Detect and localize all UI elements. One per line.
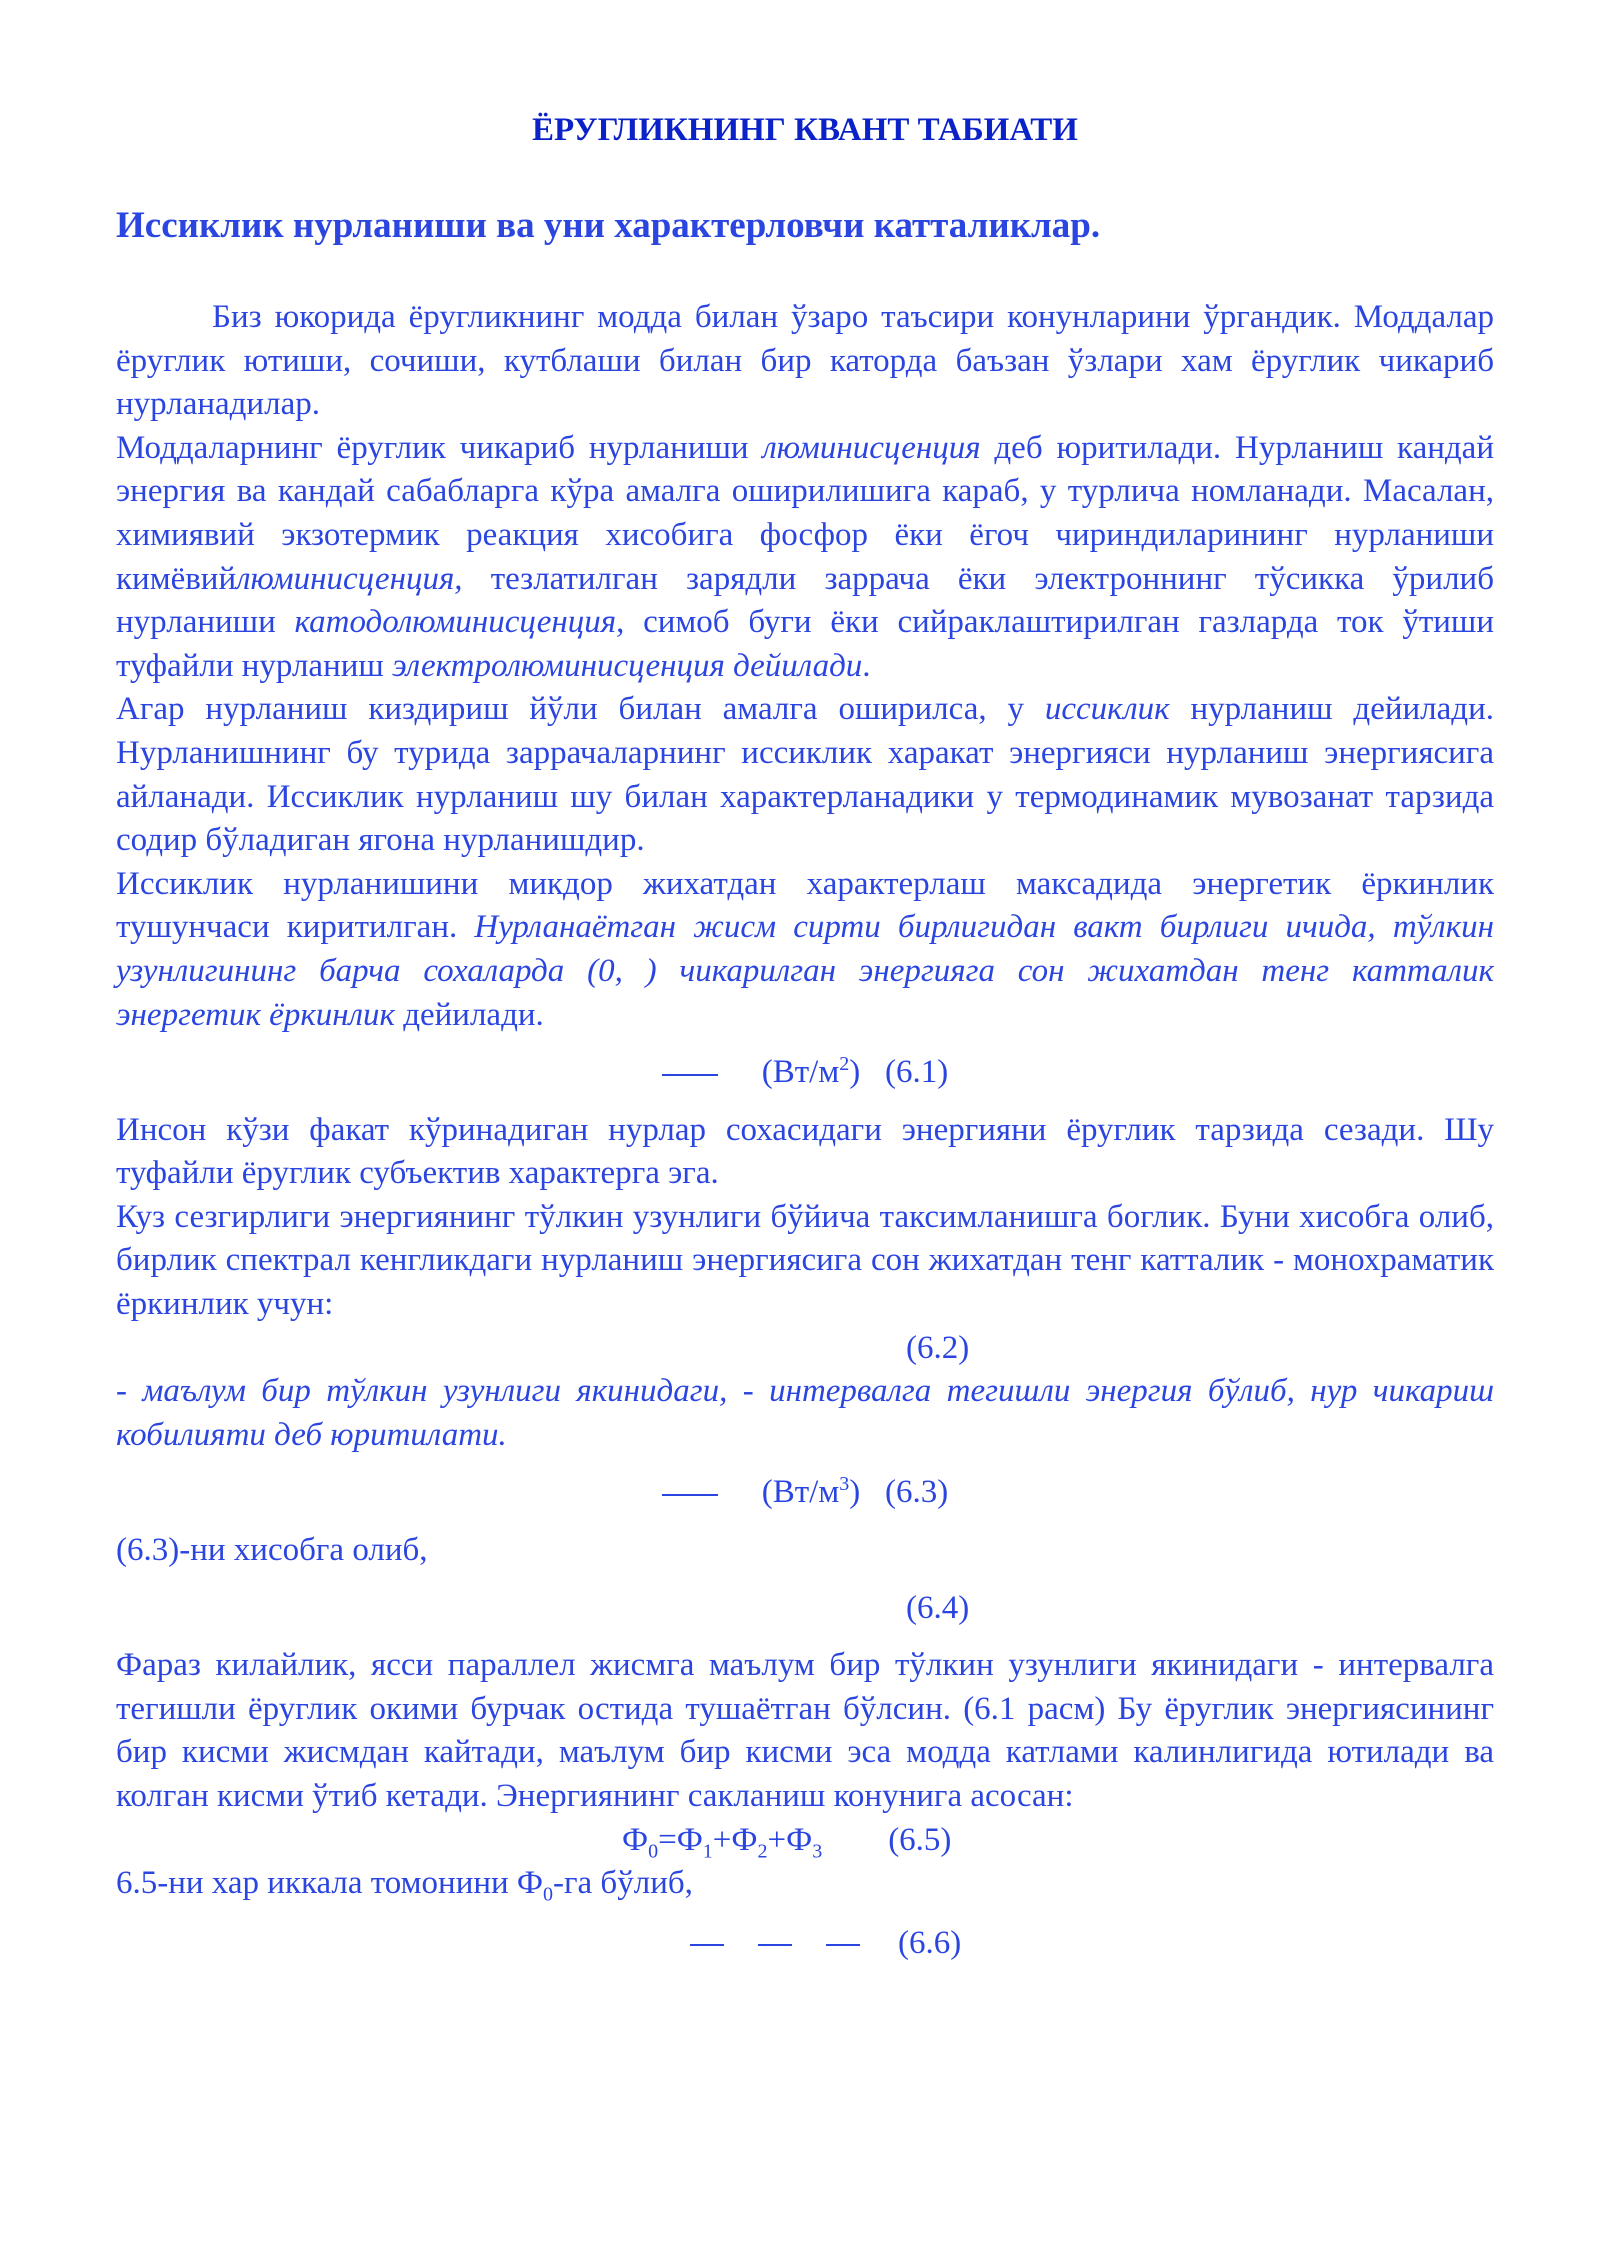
equation-number: (6.6) — [898, 1924, 962, 1961]
fraction-bar — [690, 1944, 724, 1946]
equation-6-6 — [116, 1922, 1494, 1966]
equation-6-5: $Ф_0=Ф_1+Ф_2+Ф_3$ (6.5) — [622, 1821, 952, 1863]
fraction-bar — [758, 1944, 792, 1946]
paragraph-assumption: Фараз килайлик, ясси параллел жисмга маълум бир тўлкин узунлиги якинидаги - интервалга тегишли ёруглик окими бурчак остида тушаётган бўлсин. (6.1 расм) Бу ёруглик энергиясининг бир кисми жисмдан кайтади, маълум бир кисми эса модда катлами калинлигида ютилади ва колган кисми ўтиб кетади. Энергиянинг сакланиш конунига асосан: — [116, 1647, 1494, 1814]
equation-number: (6.1) — [885, 1054, 949, 1091]
paragraph-luminescence: Моддаларнинг ёруглик чикариб нурланиши люминисценция деб юритилади. Нурланиш кандай энергия ва кандай сабабларга кўра амалга оширилишига караб, у турлича номланади. Масалан, химиявий экзотермик реакция хисобига фосфор ёки ёгоч чириндиларининг нурланиши кимёвийлюминисценция, тезлатилган зарядли заррача ёки электроннинг тўсикка ўрилиб нурланиши катодолюминисценция, симоб буги ёки сийраклаштирилган газларда ток ўтиши туфайли нурланиш электролюминисценция дейилади. — [116, 429, 1495, 684]
paragraph-considering: (6.3)-ни хисобга олиб, — [116, 1532, 428, 1569]
paragraph-definitions: - маълум бир тўлкин узунлиги якинидаги, - интервалга тегишли энергия бўлиб, нур чикариш кобилияти деб юритилати. — [116, 1373, 1494, 1453]
equation-6-1: $(Вт/м^2)$ (6.1) — [116, 1051, 1494, 1095]
fraction-bar — [826, 1944, 860, 1946]
paragraph-eye: Инсон кўзи факат кўринадиган нурлар сохасидаги энергияни ёруглик тарзида сезади. Шу туфайли ёруглик субъектив характерга эга. — [116, 1111, 1494, 1192]
paragraph-sensitivity: Куз сезгирлиги энергиянинг тўлкин узунлиги бўйича таксимланишга боглик. Буни хисобга олиб, бирлик спектрал кенгликдаги нурланиш энергиясига сон жихатдан тенг катталик - монохраматик ёркинлик учун: — [116, 1198, 1494, 1323]
equation-number: (6.3) — [885, 1474, 949, 1511]
paragraph-intro: Биз юкорида ёругликнинг модда билан ўзаро таъсири конунларини ўргандик. Моддалар ёруглик ютиши, сочиши, кутблаши билан бир каторда баъзан ўзлари хам ёруглик чикариб нурланадилар. — [116, 299, 1494, 423]
document-title: ЁРУГЛИКНИНГ КВАНТ ТАБИАТИ — [532, 112, 1078, 148]
equation-number: (6.4) — [906, 1589, 970, 1626]
paragraph-thermal: Агар нурланиш киздириш йўли билан амалга оширилса, у иссиклик нурланиш дейилади. Нурланишнинг бу турида заррачаларнинг иссиклик харакат энергияси нурланиш энергиясига айланади. Иссиклик нурланиш шу билан характерланадики у термодинамик мувозанат тарзида содир бўладиган ягона нурланишдир. — [116, 691, 1494, 859]
equation-6-2 — [116, 1327, 1494, 1371]
equation-6-3: $(Вт/м^3)$ (6.3) — [116, 1471, 1494, 1515]
equation-number: (6.5) — [888, 1821, 952, 1858]
paragraph-divide: 6.5-ни хар иккала томонини $Ф_0-га$ бўлиб, — [116, 1865, 693, 1906]
paragraph-energy-luminosity: Иссиклик нурланишини микдор жихатдан характерлаш максадида энергетик ёркинлик тушунчаси киритилган. Нурланаётган жисм сирти бирлигидан вакт бирлиги ичида, тўлкин узунлигининг барча сохаларда (0, ) чикарилган энергияга сон жихатдан тенг катталик энергетик ёркинлик дейилади. — [116, 865, 1494, 1033]
equation-number: (6.2) — [906, 1329, 970, 1366]
equation-6-4 — [116, 1587, 1494, 1631]
fraction-bar — [662, 1494, 718, 1496]
document-body — [116, 296, 1494, 1965]
fraction-bar — [662, 1074, 718, 1076]
section-heading: Иссиклик нурланиши ва уни характерловчи катталиклар. — [116, 205, 1101, 246]
